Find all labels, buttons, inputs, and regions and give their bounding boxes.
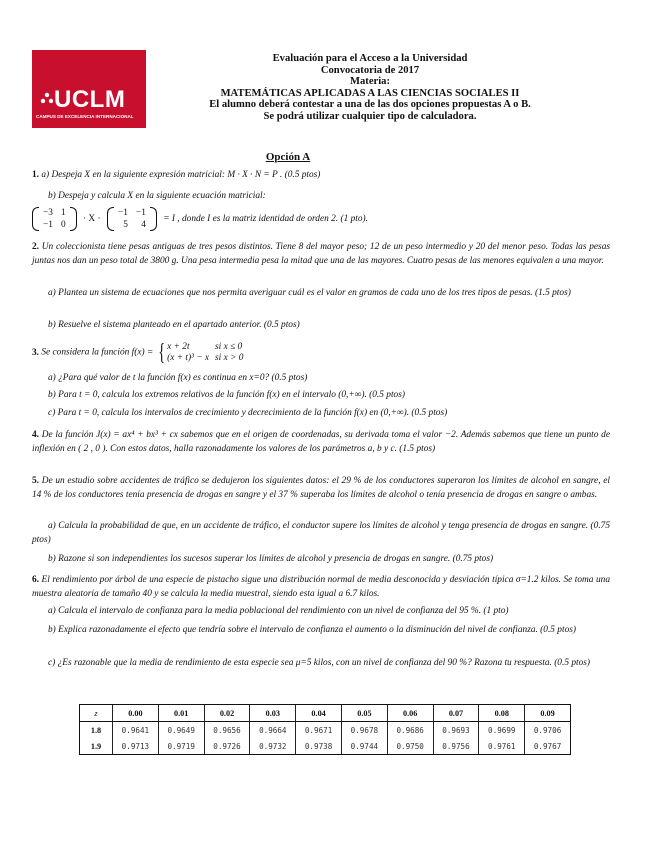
question-6b-text: b) Explica razonadamente el efecto que tendría sobre el intervalo de confianza el aumento o la disminución del nivel de confianza. (0.5 ptos) bbox=[48, 625, 576, 635]
table-cell: 0.9693 bbox=[433, 722, 479, 739]
table-cell: 0.9641 bbox=[113, 722, 159, 739]
question-6a-text: a) Calcula el intervalo de confianza para la media poblacional del rendimiento con un nivel de confianza del 95 %. (1 pto) bbox=[48, 606, 509, 616]
header-line-3: Materia: bbox=[350, 76, 390, 87]
piece-2-cond: si x > 0 bbox=[215, 353, 244, 363]
matrix-a bbox=[32, 207, 77, 231]
table-header: 0.06 bbox=[387, 705, 433, 722]
question-6c-text: c) ¿Es razonable que la media de rendimiento de esta especie sea μ=5 kilos, con un nivel de confianza del 90 %? Razona tu respuesta. (0.5 ptos) bbox=[48, 658, 591, 668]
table-cell: 1.8 bbox=[80, 722, 113, 739]
table-cell: 0.9767 bbox=[525, 738, 571, 755]
question-2a-text: a) Plantea un sistema de ecuaciones que nos permita averiguar cuál es el valor en gramos de cada uno de los tres tipos de pesas. (1.5 ptos) bbox=[48, 288, 571, 298]
piece-1-cond: si x ≤ 0 bbox=[215, 341, 243, 352]
table-cell: 0.9761 bbox=[479, 738, 525, 755]
question-5 bbox=[32, 475, 610, 502]
piecewise-function bbox=[167, 342, 249, 365]
table-header: 0.05 bbox=[341, 705, 387, 722]
exam-header bbox=[170, 53, 570, 122]
question-2b-text: b) Resuelve el sistema planteado en el apartado anterior. (0.5 ptos) bbox=[48, 320, 300, 330]
table-cell: 0.9649 bbox=[158, 722, 204, 739]
question-6-text: El rendimiento por árbol de una especie de pistacho sigue una distribución normal de media desconocida y desviación típica σ=1.2 kilos. Se toma una muestra aleatoria de tamaño 40 y se calcula la media muestral, siendo esta igual a 6.7 kilos. bbox=[32, 575, 610, 599]
matrix-b bbox=[107, 207, 157, 231]
table-header: 0.02 bbox=[204, 705, 250, 722]
question-1b-equation bbox=[32, 207, 610, 231]
table-cell: 0.9686 bbox=[387, 722, 433, 739]
table-header: 0.03 bbox=[250, 705, 296, 722]
question-3b-text: b) Para t = 0, calcula los extremos relativos de la función f(x) en el intervalo (0,+∞). (0.5 ptos) bbox=[48, 390, 405, 400]
logo-subtitle: CAMPUS DE EXCELENCIA INTERNACIONAL bbox=[36, 114, 134, 119]
question-3a-text: a) ¿Para qué valor de t la función f(x) es continua en x=0? (0.5 ptos) bbox=[48, 373, 308, 383]
question-6 bbox=[32, 574, 610, 601]
question-2-number: 2. bbox=[32, 242, 40, 252]
piecewise-brace: { bbox=[157, 340, 165, 366]
question-3-intro: Se considera la función f(x) = bbox=[41, 347, 154, 358]
table-cell: 0.9732 bbox=[250, 738, 296, 755]
question-3-number: 3. bbox=[32, 348, 40, 359]
logo-mark-icon bbox=[40, 92, 54, 106]
table-cell: 0.9713 bbox=[113, 738, 159, 755]
table-cell: 0.9744 bbox=[341, 738, 387, 755]
header-line-5: El alumno deberá contestar a una de las dos opciones propuestas A o B. bbox=[209, 99, 531, 110]
matrix-b-cell: −1 bbox=[117, 208, 128, 218]
table-row bbox=[80, 722, 571, 739]
question-4 bbox=[32, 429, 610, 456]
table-header: z bbox=[80, 705, 113, 722]
table-header: 0.09 bbox=[525, 705, 571, 722]
table-cell: 0.9656 bbox=[204, 722, 250, 739]
table-cell: 0.9678 bbox=[341, 722, 387, 739]
question-3c-text: c) Para t = 0, calcula los intervalos de crecimiento y decrecimiento de la función f(x) en (0,+∞). (0.5 ptos) bbox=[48, 408, 448, 418]
table-header: 0.00 bbox=[113, 705, 159, 722]
question-4-text: De la función J(x) = ax⁴ + bx³ + cx sabemos que en el origen de coordenadas, su derivada toma el valor −2. Además sabemos que tiene un punto de inflexión en ( 2 , 0 ). Con estos datos, halla razonadamente los valores de los parámetros a, b y c. (1.5 ptos) bbox=[32, 430, 610, 454]
table-header: 0.07 bbox=[433, 705, 479, 722]
header-line-1: Evaluación para el Acceso a la Universidad bbox=[272, 53, 468, 64]
option-title: Opción A bbox=[265, 151, 311, 163]
question-3 bbox=[32, 341, 610, 365]
table-cell: 0.9738 bbox=[296, 738, 342, 755]
question-1a bbox=[32, 169, 610, 183]
question-1b-text: b) Despeja y calcula X en la siguiente ecuación matricial: bbox=[48, 191, 266, 201]
question-5-number: 5. bbox=[32, 476, 40, 486]
header-line-4: MATEMÁTICAS APLICADAS A LAS CIENCIAS SOCIALES II bbox=[220, 87, 520, 99]
question-1a-text: a) Despeja X en la siguiente expresión matricial: M · X · N = P . (0.5 ptos) bbox=[41, 170, 321, 180]
matrix-a-cell: −3 bbox=[43, 208, 53, 218]
question-2-text: Un coleccionista tiene pesas antiguas de tres pesos distintos. Tiene 8 del mayor peso; 12 de un peso intermedio y 20 del menor peso. Todas las pesas juntas nos dan un peso total de 3800 g. Una pesa intermedia pesa la mitad que una de las mayores. Cuatro pesas de las menores equivalen a una mayor. bbox=[32, 242, 610, 266]
table-cell: 0.9719 bbox=[158, 738, 204, 755]
table-header: 0.01 bbox=[158, 705, 204, 722]
table-cell: 0.9756 bbox=[433, 738, 479, 755]
question-4-number: 4. bbox=[32, 430, 40, 440]
table-row bbox=[80, 738, 571, 755]
table-cell: 0.9726 bbox=[204, 738, 250, 755]
question-6-number: 6. bbox=[32, 575, 40, 585]
piece-2-expr: (x + t)³ − x bbox=[167, 353, 210, 363]
question-5-text: De un estudio sobre accidentes de tráfico se dedujeron los siguientes datos: el 29 % de los conductores superaron los límites de alcohol en sangre, el 14 % de los conductores tenía presencia de drogas en sangre y el 37 % superaba los límites de alcohol o tenía presencia de drogas en sangre o ambas. bbox=[32, 476, 610, 500]
header-line-6: Se podrá utilizar cualquier tipo de calculadora. bbox=[263, 110, 477, 122]
matrix-b-cell: 5 bbox=[123, 220, 128, 230]
table-cell: 0.9706 bbox=[525, 722, 571, 739]
matrix-b-cell: −1 bbox=[135, 208, 146, 218]
matrix-a-cell: 0 bbox=[60, 220, 66, 230]
equation-middle: · X · bbox=[82, 214, 101, 225]
header-line-2: Convocatoria de 2017 bbox=[320, 64, 420, 76]
piece-1-expr: x + 2t bbox=[167, 341, 190, 352]
table-header: 0.04 bbox=[296, 705, 342, 722]
table-cell: 0.9750 bbox=[387, 738, 433, 755]
matrix-a-cell: −1 bbox=[43, 220, 53, 230]
matrix-b-cell: 4 bbox=[141, 220, 146, 230]
question-5a-text: a) Calcula la probabilidad de que, en un accidente de tráfico, el conductor supere los límites de alcohol y tenga presencia de drogas en sangre. (0.75 ptos) bbox=[32, 521, 610, 545]
table-cell: 1.9 bbox=[80, 738, 113, 755]
matrix-a-cell: 1 bbox=[60, 208, 66, 218]
normal-distribution-table bbox=[79, 704, 571, 755]
question-1-number: 1. bbox=[32, 170, 40, 180]
table-cell: 0.9699 bbox=[479, 722, 525, 739]
university-logo bbox=[32, 50, 146, 128]
question-5b-text: b) Razone si son independientes los sucesos superar los límites de alcohol y presencia de drogas en sangre. (0.75 ptos) bbox=[48, 554, 494, 564]
logo-text: UCLM bbox=[54, 86, 126, 113]
question-2 bbox=[32, 241, 610, 268]
table-cell: 0.9664 bbox=[250, 722, 296, 739]
equation-tail: = I , donde I es la matriz identidad de orden 2. (1 pto). bbox=[163, 214, 368, 225]
table-cell: 0.9671 bbox=[296, 722, 342, 739]
table-header: 0.08 bbox=[479, 705, 525, 722]
